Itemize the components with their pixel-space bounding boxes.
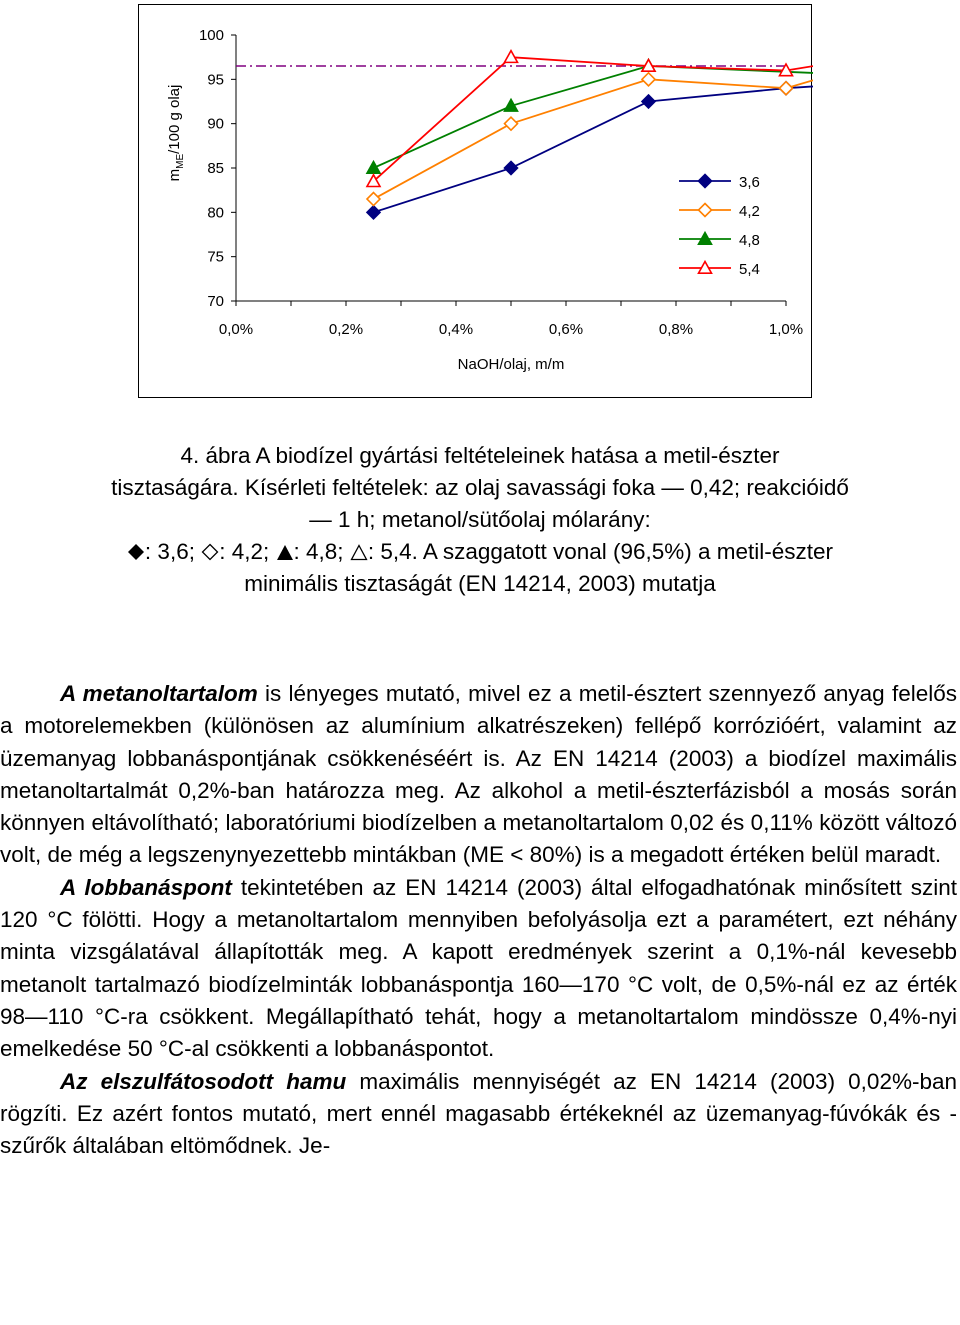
paragraph-heading: Az elszulfátosodott hamu [60, 1068, 347, 1094]
caption-line: — 1 h; metanol/sütőolaj mólarány: [309, 507, 651, 532]
figure-caption [0, 440, 960, 600]
legend-label: 3,6 [739, 174, 760, 191]
series-line [374, 79, 814, 212]
y-tick-label: 95 [207, 71, 224, 89]
data-point [642, 73, 655, 86]
chart-legend [679, 174, 760, 278]
caption-line: 4. ábra A biodízel gyártási feltételeinek hatása a metil-észter [180, 443, 780, 468]
data-point [367, 162, 380, 174]
caption-text: : 3,6; [144, 539, 202, 564]
triangle-filled-icon [276, 543, 294, 561]
caption-line: minimális tisztaságát (EN 14214, 2003) mutatja [244, 571, 716, 596]
paragraph [0, 678, 957, 872]
chart-series [367, 42, 813, 219]
x-tick-label: 0,8% [658, 321, 694, 338]
legend-label: 5,4 [739, 261, 760, 278]
y-tick-label: 75 [207, 248, 224, 266]
y-tick-label: 90 [207, 115, 224, 133]
x-tick-label: 1,0% [768, 321, 804, 338]
caption-text: : 4,8; [293, 539, 350, 564]
chart-ticks [199, 27, 803, 338]
paragraph-heading: A metanoltartalom [60, 681, 258, 706]
data-point [505, 162, 518, 175]
paragraph [0, 872, 957, 1066]
data-point [367, 193, 380, 206]
legend-marker [699, 204, 712, 217]
y-tick-label: 100 [198, 27, 224, 44]
y-tick-label: 85 [207, 160, 224, 177]
paragraph-text: maximális mennyiségét az EN 14214 (2003) 0,02%-ban rögzíti. Ez azért fontos mutató, mert ennél magasabb értékeknél az üzemanyag-fúvókák és -szűrők általában eltömődnek. Je- [0, 1068, 957, 1159]
series-line [374, 48, 814, 181]
legend-label: 4,8 [739, 232, 760, 249]
body-text [0, 678, 957, 1162]
paragraph-heading: A lobbanáspont [60, 874, 232, 900]
caption-text: : 5,4. A szaggatott vonal (96,5%) a metil-észter [367, 539, 834, 564]
chart-frame [138, 4, 812, 398]
data-point [642, 95, 655, 108]
paragraph-text: tekintetében az EN 14214 (2003) által elfogadhatónak minősített szint 120 °C fölötti. Hogy a metanoltartalom mennyiben befolyásolja ezt a paramétert, ezt néhány minta vizsgálatával állapították meg. A kapott eredmények szerint a 0,1%-nál kevesebb metanolt tartalmazó biodízelminták lobbanáspontja 160—170 °C volt, de 0,5%-nál ez az érték 98—110 °C-ra csökkent. Megállapítható tehát, hogy a metanoltartalom mindössze 0,4%-nyi emelkedése 50 °C-al csökkenti a lobbanáspontot. [0, 874, 957, 1062]
caption-line: tisztaságára. Kísérleti feltételek: az olaj savassági foka — 0,42; reakcióidő [111, 475, 849, 500]
x-axis-label: NaOH/olaj, m/m [457, 356, 565, 373]
y-tick-label: 80 [207, 204, 224, 222]
y-axis-label: $m_{ME}/100$ g olaj [166, 84, 186, 182]
series-line [374, 66, 814, 168]
x-tick-label: 0,4% [438, 321, 474, 338]
data-point [505, 117, 518, 130]
paragraph [0, 1066, 957, 1163]
x-tick-label: 0,0% [218, 321, 254, 338]
data-point [367, 206, 380, 219]
caption-legend-line [0, 536, 960, 568]
y-tick-label: 70 [207, 293, 224, 310]
chart [139, 5, 813, 399]
legend-marker [699, 175, 712, 188]
data-point [505, 51, 518, 63]
paragraph-text: is lényeges mutató, mivel ez a metil-észtert szennyező anyag felelős a motorelemekben (különösen az alumínium alkatrészeken) fellépő korrózióért, valamint az üzemanyag lobbanáspontjának csökkenéséért is. Az EN 14214 (2003) a biodízel maximális metanoltartalmát 0,2%-ban határozza meg. Az alkohol a metil-észterfázisból a mosás során könnyen eltávolítható; laboratóriumi biodízelben a metanoltartalom 0,02 és 0,11% között változó volt, de még a legszenynyezettebb mintákban (ME < 80%) is a megadott értéken belül maradt. [0, 681, 958, 868]
x-tick-label: 0,2% [328, 321, 364, 338]
diamond-open-icon [201, 543, 219, 561]
x-tick-label: 0,6% [548, 321, 584, 338]
caption-text: : 4,2; [219, 539, 276, 564]
legend-label: 4,2 [739, 203, 760, 220]
diamond-filled-icon [127, 543, 145, 561]
triangle-open-icon [350, 543, 368, 561]
data-point [780, 82, 793, 95]
